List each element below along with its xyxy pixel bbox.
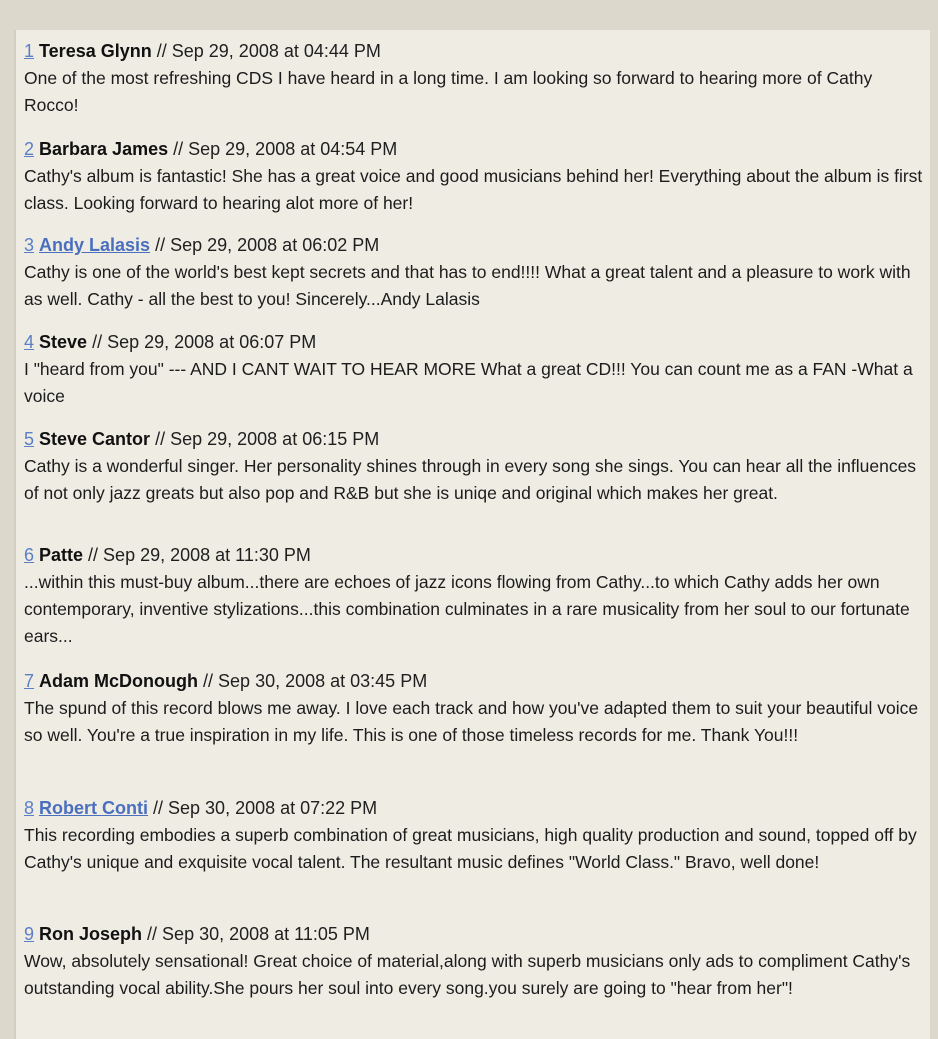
comment-permalink[interactable]: 5	[24, 429, 35, 449]
comment-item	[24, 331, 924, 410]
comment-text: Wow, absolutely sensational! Great choice of material,along with superb musicians only ads to compliment Cathy's outstanding vocal ability.She pours her soul into every song.you surely are going to "hear from her"!	[24, 951, 911, 998]
comment-permalink[interactable]: 9	[24, 924, 35, 944]
comment-author: Teresa Glynn	[39, 41, 152, 61]
comment-text: I "heard from you" --- AND I CANT WAIT TO HEAR MORE What a great CD!!! You can count me as a FAN -What a voice	[24, 359, 913, 406]
comment-text: ...within this must-buy album...there are echoes of jazz icons flowing from Cathy...to which Cathy adds her own contemporary, inventive stylizations...this combination culminates in a rare musicality from her soul to our fortunate ears...	[24, 572, 910, 646]
comment-date: // Sep 30, 2008 at 07:22 PM	[153, 798, 378, 818]
comment-header	[24, 797, 924, 819]
comment-date: // Sep 29, 2008 at 06:15 PM	[155, 429, 380, 449]
comment-header	[24, 544, 924, 566]
comment-header	[24, 331, 924, 353]
comment-item	[24, 670, 924, 749]
comment-header	[24, 40, 924, 62]
comment-permalink[interactable]: 4	[24, 332, 35, 352]
comment-item	[24, 138, 924, 217]
comment-author: Adam McDonough	[39, 671, 199, 691]
comment-date: // Sep 29, 2008 at 04:44 PM	[156, 41, 381, 61]
comment-author: Ron Joseph	[39, 924, 143, 944]
comment-author: Patte	[39, 545, 84, 565]
comment-text: One of the most refreshing CDS I have heard in a long time. I am looking so forward to hearing more of Cathy Rocco!	[24, 68, 873, 115]
comment-item	[24, 234, 924, 313]
comment-header	[24, 923, 924, 945]
comment-item	[24, 544, 924, 650]
comment-permalink[interactable]: 6	[24, 545, 35, 565]
comment-permalink[interactable]: 1	[24, 41, 35, 61]
comment-author-link[interactable]: Andy Lalasis	[39, 235, 151, 255]
comment-header	[24, 234, 924, 256]
comment-header	[24, 670, 924, 692]
comment-author-link[interactable]: Robert Conti	[39, 798, 148, 818]
comment-permalink[interactable]: 3	[24, 235, 35, 255]
comment-item	[24, 923, 924, 1002]
comment-text: This recording embodies a superb combination of great musicians, high quality production and sound, topped off by Cathy's unique and exquisite vocal talent. The resultant music defines "World Class." Bravo, well done!	[24, 825, 917, 872]
comment-date: // Sep 30, 2008 at 03:45 PM	[203, 671, 428, 691]
comment-item	[24, 797, 924, 876]
comment-permalink[interactable]: 8	[24, 798, 35, 818]
comment-text: Cathy's album is fantastic! She has a great voice and good musicians behind her! Everything about the album is first class. Looking forward to hearing alot more of her!	[24, 166, 923, 213]
comment-header	[24, 428, 924, 450]
comment-author: Steve Cantor	[39, 429, 151, 449]
comment-text: Cathy is a wonderful singer. Her personality shines through in every song she sings. You can hear all the influences of not only jazz greats but also pop and R&B but she is uniqe and original which makes her great.	[24, 456, 917, 503]
comment-header	[24, 138, 924, 160]
comment-permalink[interactable]: 7	[24, 671, 35, 691]
comment-permalink[interactable]: 2	[24, 139, 35, 159]
comment-text: The spund of this record blows me away. I love each track and how you've adapted them to suit your beautiful voice so well. You're a true inspiration in my life. This is one of those timeless records for me. Thank You!!!	[24, 698, 919, 745]
comment-date: // Sep 29, 2008 at 11:30 PM	[88, 545, 311, 565]
comment-item	[24, 40, 924, 119]
comment-author: Steve	[39, 332, 88, 352]
comment-date: // Sep 29, 2008 at 06:07 PM	[92, 332, 317, 352]
comments-panel	[14, 30, 930, 1039]
comment-date: // Sep 30, 2008 at 11:05 PM	[147, 924, 370, 944]
comment-item	[24, 428, 924, 507]
comment-author: Barbara James	[39, 139, 169, 159]
comment-text: Cathy is one of the world's best kept secrets and that has to end!!!! What a great talent and a pleasure to work with as well. Cathy - all the best to you! Sincerely...Andy Lalasis	[24, 262, 911, 309]
comment-date: // Sep 29, 2008 at 06:02 PM	[155, 235, 380, 255]
comment-date: // Sep 29, 2008 at 04:54 PM	[173, 139, 398, 159]
